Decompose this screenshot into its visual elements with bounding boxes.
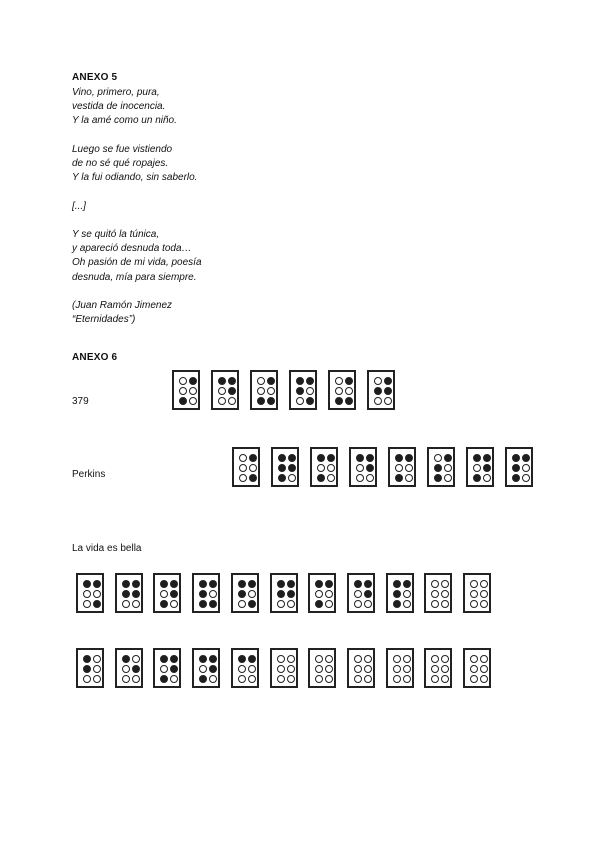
braille-dot-raised bbox=[345, 377, 353, 385]
braille-dot-flat bbox=[160, 665, 168, 673]
braille-dot-raised bbox=[93, 600, 101, 608]
braille-cell bbox=[211, 370, 239, 410]
braille-dot-flat bbox=[364, 655, 372, 663]
braille-dot-flat bbox=[238, 600, 246, 608]
braille-dot-raised bbox=[473, 454, 481, 462]
braille-dot-raised bbox=[257, 397, 265, 405]
braille-dot-raised bbox=[403, 580, 411, 588]
braille-cell bbox=[386, 573, 414, 613]
braille-dot-raised bbox=[483, 464, 491, 472]
braille-cell bbox=[463, 648, 491, 688]
braille-dot-flat bbox=[483, 474, 491, 482]
braille-dot-raised bbox=[512, 464, 520, 472]
braille-dot-raised bbox=[228, 387, 236, 395]
braille-cell bbox=[115, 648, 143, 688]
braille-dot-raised bbox=[209, 580, 217, 588]
braille-dot-flat bbox=[366, 474, 374, 482]
braille-dot-raised bbox=[287, 580, 295, 588]
braille-cell bbox=[153, 648, 181, 688]
braille-cell bbox=[232, 447, 260, 487]
braille-dot-flat bbox=[364, 600, 372, 608]
braille-dot-flat bbox=[364, 665, 372, 673]
braille-dot-raised bbox=[238, 590, 246, 598]
braille-dot-raised bbox=[354, 580, 362, 588]
braille-dot-raised bbox=[277, 580, 285, 588]
braille-dot-flat bbox=[315, 655, 323, 663]
braille-dot-flat bbox=[431, 590, 439, 598]
braille-dot-raised bbox=[317, 454, 325, 462]
braille-dot-raised bbox=[288, 454, 296, 462]
braille-dot-flat bbox=[335, 377, 343, 385]
braille-dot-flat bbox=[480, 580, 488, 588]
braille-dot-raised bbox=[434, 474, 442, 482]
braille-dot-flat bbox=[395, 464, 403, 472]
poem-line: desnuda, mía para siempre. bbox=[72, 271, 197, 283]
braille-dot-flat bbox=[480, 655, 488, 663]
braille-dot-flat bbox=[257, 377, 265, 385]
braille-dot-flat bbox=[257, 387, 265, 395]
braille-dot-raised bbox=[238, 580, 246, 588]
braille-dot-flat bbox=[288, 474, 296, 482]
braille-dot-raised bbox=[296, 387, 304, 395]
braille-dot-flat bbox=[239, 474, 247, 482]
braille-dot-flat bbox=[403, 590, 411, 598]
braille-dot-flat bbox=[441, 655, 449, 663]
braille-dot-flat bbox=[296, 397, 304, 405]
braille-dot-raised bbox=[248, 600, 256, 608]
braille-dot-flat bbox=[470, 580, 478, 588]
braille-dot-flat bbox=[189, 397, 197, 405]
braille-dot-raised bbox=[315, 580, 323, 588]
braille-dot-flat bbox=[393, 655, 401, 663]
braille-dot-flat bbox=[444, 464, 452, 472]
braille-dot-flat bbox=[335, 387, 343, 395]
anexo6-title: ANEXO 6 bbox=[72, 352, 118, 363]
braille-dot-flat bbox=[345, 387, 353, 395]
braille-dot-raised bbox=[306, 377, 314, 385]
braille-cell bbox=[386, 648, 414, 688]
braille-dot-flat bbox=[470, 655, 478, 663]
braille-dot-flat bbox=[441, 590, 449, 598]
braille-dot-flat bbox=[189, 387, 197, 395]
braille-dot-raised bbox=[160, 580, 168, 588]
braille-dot-flat bbox=[238, 675, 246, 683]
braille-cell bbox=[347, 573, 375, 613]
braille-dot-raised bbox=[189, 377, 197, 385]
braille-cell bbox=[153, 573, 181, 613]
braille-cell bbox=[505, 447, 533, 487]
braille-dot-flat bbox=[480, 590, 488, 598]
braille-dot-flat bbox=[93, 590, 101, 598]
braille-dot-raised bbox=[160, 600, 168, 608]
braille-dot-flat bbox=[364, 675, 372, 683]
braille-dot-flat bbox=[248, 675, 256, 683]
poem-blank-line bbox=[72, 285, 202, 299]
braille-dot-raised bbox=[366, 464, 374, 472]
braille-dot-raised bbox=[122, 655, 130, 663]
braille-dot-flat bbox=[209, 675, 217, 683]
braille-cell bbox=[271, 447, 299, 487]
braille-dot-raised bbox=[288, 464, 296, 472]
braille-dot-flat bbox=[287, 655, 295, 663]
braille-cell bbox=[308, 648, 336, 688]
braille-dot-flat bbox=[315, 590, 323, 598]
braille-cell bbox=[192, 573, 220, 613]
braille-dot-raised bbox=[170, 655, 178, 663]
braille-dot-flat bbox=[249, 464, 257, 472]
braille-dot-flat bbox=[218, 397, 226, 405]
braille-dot-raised bbox=[249, 454, 257, 462]
braille-dot-raised bbox=[393, 600, 401, 608]
braille-dot-raised bbox=[345, 397, 353, 405]
braille-dot-flat bbox=[405, 464, 413, 472]
braille-dot-raised bbox=[395, 454, 403, 462]
poem-line: vestida de inocencia. bbox=[72, 101, 166, 113]
braille-cell bbox=[463, 573, 491, 613]
braille-dot-flat bbox=[325, 600, 333, 608]
braille-dot-flat bbox=[374, 397, 382, 405]
braille-dot-raised bbox=[160, 675, 168, 683]
braille-dot-raised bbox=[393, 590, 401, 598]
braille-dot-raised bbox=[374, 387, 382, 395]
poem-line: Luego se fue vistiendo bbox=[72, 143, 173, 155]
braille-dot-raised bbox=[122, 580, 130, 588]
braille-dot-flat bbox=[209, 590, 217, 598]
braille-dot-raised bbox=[122, 590, 130, 598]
braille-dot-raised bbox=[512, 474, 520, 482]
braille-dot-flat bbox=[199, 665, 207, 673]
poem-line: Y la amé como un niño. bbox=[72, 115, 177, 127]
braille-dot-flat bbox=[306, 387, 314, 395]
poem-blank-line bbox=[72, 214, 202, 228]
group-label-379: 379 bbox=[72, 396, 89, 407]
braille-dot-raised bbox=[199, 600, 207, 608]
braille-dot-raised bbox=[267, 377, 275, 385]
braille-dot-raised bbox=[170, 590, 178, 598]
braille-dot-flat bbox=[132, 600, 140, 608]
braille-dot-raised bbox=[209, 665, 217, 673]
braille-dot-flat bbox=[444, 474, 452, 482]
braille-dot-raised bbox=[325, 580, 333, 588]
braille-dot-flat bbox=[325, 590, 333, 598]
braille-dot-flat bbox=[238, 665, 246, 673]
braille-dot-raised bbox=[393, 580, 401, 588]
braille-dot-flat bbox=[354, 655, 362, 663]
braille-dot-flat bbox=[431, 665, 439, 673]
braille-dot-flat bbox=[441, 675, 449, 683]
braille-cell bbox=[466, 447, 494, 487]
poem-line: [...] bbox=[72, 200, 86, 212]
braille-dot-flat bbox=[170, 600, 178, 608]
braille-dot-raised bbox=[434, 464, 442, 472]
braille-cell bbox=[270, 648, 298, 688]
braille-dot-flat bbox=[122, 600, 130, 608]
poem-blank-line bbox=[72, 129, 202, 143]
braille-dot-flat bbox=[93, 665, 101, 673]
braille-dot-raised bbox=[199, 655, 207, 663]
braille-dot-flat bbox=[431, 655, 439, 663]
braille-dot-flat bbox=[287, 675, 295, 683]
braille-dot-flat bbox=[122, 675, 130, 683]
braille-dot-flat bbox=[356, 464, 364, 472]
braille-dot-raised bbox=[278, 474, 286, 482]
braille-dot-raised bbox=[132, 665, 140, 673]
braille-dot-flat bbox=[441, 600, 449, 608]
poem-blank-line bbox=[72, 185, 202, 199]
braille-dot-raised bbox=[384, 387, 392, 395]
braille-dot-raised bbox=[278, 464, 286, 472]
poem-text bbox=[72, 86, 202, 327]
braille-dot-raised bbox=[209, 655, 217, 663]
braille-dot-raised bbox=[335, 397, 343, 405]
braille-dot-flat bbox=[170, 675, 178, 683]
braille-dot-raised bbox=[132, 590, 140, 598]
braille-dot-raised bbox=[238, 655, 246, 663]
braille-dot-raised bbox=[83, 580, 91, 588]
braille-cell bbox=[231, 573, 259, 613]
braille-dot-flat bbox=[403, 600, 411, 608]
braille-dot-raised bbox=[278, 454, 286, 462]
braille-dot-flat bbox=[83, 600, 91, 608]
braille-dot-raised bbox=[228, 377, 236, 385]
braille-dot-raised bbox=[93, 580, 101, 588]
braille-dot-raised bbox=[199, 590, 207, 598]
braille-dot-raised bbox=[522, 454, 530, 462]
braille-dot-flat bbox=[315, 675, 323, 683]
braille-dot-flat bbox=[267, 387, 275, 395]
braille-dot-flat bbox=[480, 665, 488, 673]
braille-dot-raised bbox=[366, 454, 374, 462]
braille-cell bbox=[427, 447, 455, 487]
braille-dot-flat bbox=[431, 675, 439, 683]
braille-dot-flat bbox=[403, 655, 411, 663]
anexo5-title: ANEXO 5 bbox=[72, 72, 118, 83]
braille-dot-flat bbox=[122, 665, 130, 673]
braille-dot-raised bbox=[199, 580, 207, 588]
braille-dot-flat bbox=[287, 600, 295, 608]
braille-dot-flat bbox=[277, 665, 285, 673]
braille-dot-raised bbox=[327, 454, 335, 462]
braille-dot-flat bbox=[277, 600, 285, 608]
braille-dot-flat bbox=[480, 600, 488, 608]
braille-dot-flat bbox=[431, 580, 439, 588]
poem-line: de no sé qué ropajes. bbox=[72, 158, 169, 170]
braille-dot-flat bbox=[179, 377, 187, 385]
braille-dot-flat bbox=[403, 675, 411, 683]
braille-dot-flat bbox=[325, 655, 333, 663]
braille-dot-raised bbox=[364, 590, 372, 598]
braille-dot-flat bbox=[317, 464, 325, 472]
braille-dot-raised bbox=[170, 665, 178, 673]
braille-dot-flat bbox=[384, 397, 392, 405]
braille-dot-raised bbox=[170, 580, 178, 588]
braille-dot-raised bbox=[395, 474, 403, 482]
braille-dot-flat bbox=[287, 665, 295, 673]
poem-line: Y la fui odiando, sin saberlo. bbox=[72, 172, 198, 184]
braille-dot-flat bbox=[132, 655, 140, 663]
braille-dot-flat bbox=[431, 600, 439, 608]
braille-dot-flat bbox=[132, 675, 140, 683]
braille-dot-flat bbox=[218, 387, 226, 395]
group-label-la-vida-es-bella: La vida es bella bbox=[72, 543, 142, 554]
braille-dot-raised bbox=[405, 454, 413, 462]
braille-dot-raised bbox=[83, 655, 91, 663]
poem-line: Vino, primero, pura, bbox=[72, 87, 160, 98]
braille-dot-flat bbox=[354, 600, 362, 608]
braille-cell bbox=[388, 447, 416, 487]
braille-dot-flat bbox=[83, 675, 91, 683]
braille-dot-flat bbox=[248, 590, 256, 598]
group-label-perkins: Perkins bbox=[72, 469, 106, 480]
braille-cell bbox=[424, 573, 452, 613]
braille-dot-flat bbox=[522, 464, 530, 472]
braille-cell bbox=[289, 370, 317, 410]
braille-dot-raised bbox=[248, 580, 256, 588]
poem-line: Y se quitó la túnica, bbox=[72, 229, 160, 241]
braille-dot-flat bbox=[470, 590, 478, 598]
braille-dot-raised bbox=[306, 397, 314, 405]
braille-dot-flat bbox=[480, 675, 488, 683]
braille-dot-flat bbox=[160, 590, 168, 598]
braille-dot-raised bbox=[356, 454, 364, 462]
braille-dot-flat bbox=[93, 655, 101, 663]
braille-cell bbox=[115, 573, 143, 613]
braille-cell bbox=[76, 573, 104, 613]
braille-cell bbox=[328, 370, 356, 410]
braille-dot-flat bbox=[93, 675, 101, 683]
braille-dot-raised bbox=[317, 474, 325, 482]
braille-dot-flat bbox=[356, 474, 364, 482]
braille-dot-flat bbox=[405, 474, 413, 482]
braille-dot-raised bbox=[277, 590, 285, 598]
braille-dot-flat bbox=[354, 590, 362, 598]
braille-dot-flat bbox=[473, 464, 481, 472]
poem-line: “Eternidades”) bbox=[72, 314, 136, 326]
braille-dot-raised bbox=[364, 580, 372, 588]
braille-dot-flat bbox=[354, 665, 362, 673]
braille-dot-raised bbox=[132, 580, 140, 588]
braille-dot-flat bbox=[470, 675, 478, 683]
poem-line: Oh pasión de mi vida, poesía bbox=[72, 257, 202, 269]
braille-cell bbox=[231, 648, 259, 688]
braille-cell bbox=[347, 648, 375, 688]
braille-dot-flat bbox=[239, 464, 247, 472]
braille-dot-flat bbox=[248, 665, 256, 673]
braille-dot-raised bbox=[483, 454, 491, 462]
braille-dot-raised bbox=[384, 377, 392, 385]
braille-dot-flat bbox=[470, 665, 478, 673]
braille-dot-raised bbox=[179, 397, 187, 405]
braille-dot-raised bbox=[160, 655, 168, 663]
braille-dot-flat bbox=[239, 454, 247, 462]
braille-dot-raised bbox=[296, 377, 304, 385]
braille-cell bbox=[172, 370, 200, 410]
braille-cell bbox=[424, 648, 452, 688]
braille-dot-flat bbox=[228, 397, 236, 405]
braille-cell bbox=[367, 370, 395, 410]
braille-dot-raised bbox=[315, 600, 323, 608]
braille-dot-flat bbox=[315, 665, 323, 673]
braille-cell bbox=[76, 648, 104, 688]
braille-dot-flat bbox=[83, 590, 91, 598]
braille-dot-raised bbox=[248, 655, 256, 663]
braille-dot-flat bbox=[277, 675, 285, 683]
braille-dot-flat bbox=[325, 675, 333, 683]
braille-dot-flat bbox=[354, 675, 362, 683]
braille-dot-flat bbox=[393, 665, 401, 673]
braille-cell bbox=[270, 573, 298, 613]
braille-cell bbox=[250, 370, 278, 410]
braille-dot-flat bbox=[470, 600, 478, 608]
braille-dot-flat bbox=[441, 665, 449, 673]
braille-dot-flat bbox=[327, 464, 335, 472]
braille-cell bbox=[310, 447, 338, 487]
braille-dot-raised bbox=[249, 474, 257, 482]
braille-cell bbox=[349, 447, 377, 487]
braille-dot-flat bbox=[277, 655, 285, 663]
braille-dot-raised bbox=[199, 675, 207, 683]
braille-dot-raised bbox=[83, 665, 91, 673]
braille-dot-raised bbox=[218, 377, 226, 385]
braille-dot-raised bbox=[209, 600, 217, 608]
braille-dot-raised bbox=[287, 590, 295, 598]
braille-dot-raised bbox=[444, 454, 452, 462]
braille-dot-raised bbox=[267, 397, 275, 405]
braille-dot-flat bbox=[374, 377, 382, 385]
braille-dot-flat bbox=[434, 454, 442, 462]
braille-dot-flat bbox=[393, 675, 401, 683]
braille-dot-flat bbox=[179, 387, 187, 395]
braille-cell bbox=[308, 573, 336, 613]
poem-line: (Juan Ramón Jimenez bbox=[72, 300, 173, 312]
braille-dot-flat bbox=[327, 474, 335, 482]
braille-dot-flat bbox=[522, 474, 530, 482]
braille-dot-flat bbox=[325, 665, 333, 673]
braille-dot-flat bbox=[441, 580, 449, 588]
braille-dot-raised bbox=[512, 454, 520, 462]
braille-dot-flat bbox=[403, 665, 411, 673]
poem-line: y apareció desnuda toda… bbox=[72, 243, 192, 255]
braille-cell bbox=[192, 648, 220, 688]
braille-dot-raised bbox=[473, 474, 481, 482]
